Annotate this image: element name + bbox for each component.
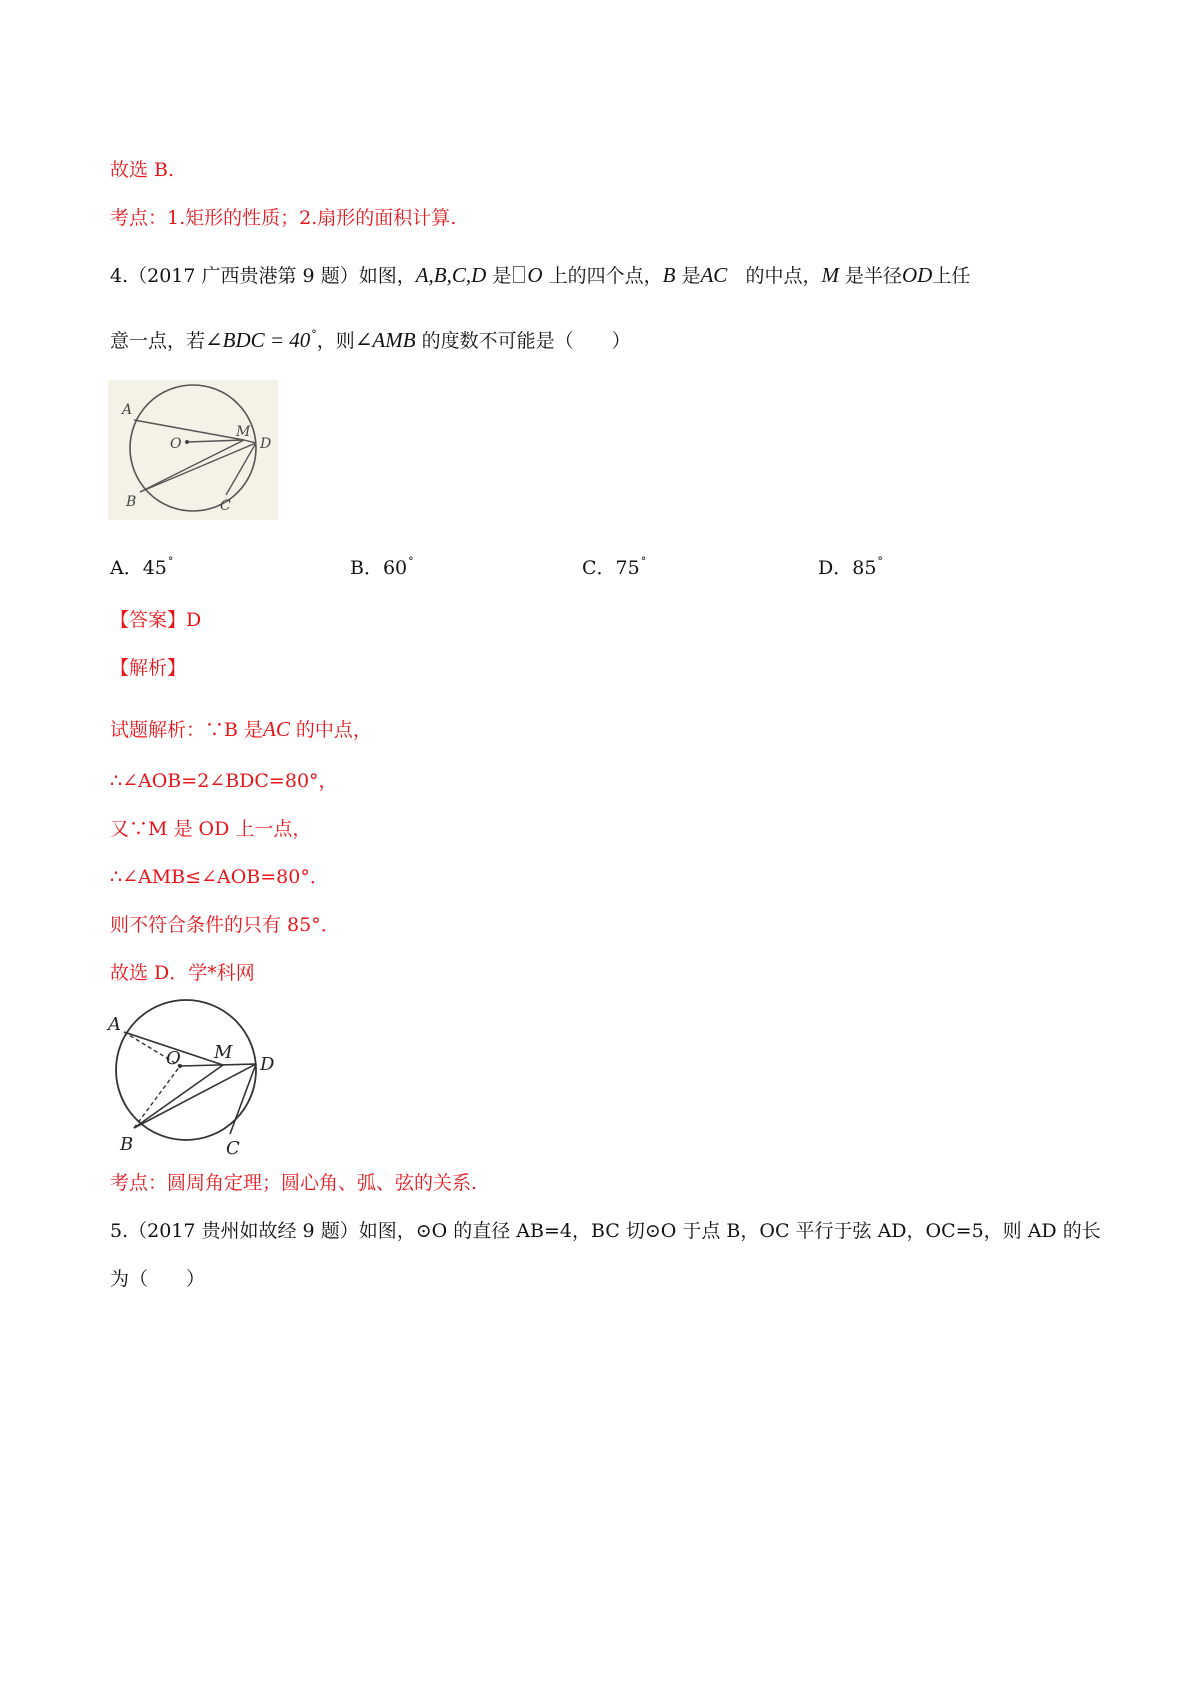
figure-1-label-d: D [260,436,272,452]
option-a: A．45° [110,555,174,579]
solution-line-3: 又∵M 是 OD 上一点， [110,818,312,840]
option-c: C．75° [582,555,647,579]
figure-1-label-c: C [220,498,231,514]
figure-2-label-c: C [226,1138,240,1158]
question-4-line-2: 意一点，若∠BDC = 40°，则∠AMB 的度数不可能是（ ） [110,328,631,352]
solution-line-2: ∴∠AOB=2∠BDC=80°， [110,770,338,792]
answer-line: 【答案】D [110,609,202,631]
solution-line-5: 则不符合条件的只有 85°． [110,914,340,936]
solution-line-6: 故选 D．学*科网 [110,962,255,984]
figure-2-segment-od [180,1064,256,1066]
question-5-line-2: 为（ ） [110,1268,206,1290]
figure-1-label-a: A [122,402,133,418]
figure-2-segment-bm [134,1065,223,1128]
figure-1-label-b: B [126,494,137,510]
figure-2-label-a: A [108,1014,121,1035]
option-b: B．60° [350,555,414,579]
figure-1-center-dot [185,440,189,444]
figure-1-label-m: M [236,424,251,440]
solution-line-1: 试题解析：∵B 是AC 的中点， [110,717,372,741]
solution-line-4: ∴∠AMB≤∠AOB=80°． [110,866,329,888]
figure-2-segment-bo-dashed [134,1066,180,1128]
figure-2-label-o: O [166,1048,181,1069]
figure-1-label-o: O [170,436,182,452]
circle-figure-1 [108,380,278,520]
figure-2-label-m: M [214,1042,233,1063]
kaodian-line-1: 考点：1.矩形的性质；2.扇形的面积计算. [110,207,457,229]
kaodian-line-2: 考点：圆周角定理；圆心角、弧、弦的关系. [110,1172,478,1194]
figure-2-segment-dc [230,1064,256,1134]
figure-2-label-d: D [260,1054,275,1075]
option-d: D．85° [818,555,883,579]
missing-glyph-box [513,266,525,283]
figure-2-label-b: B [120,1134,134,1155]
question-4-line-1: 4.（2017 广西贵港第 9 题）如图，A,B,C,D 是 O 上的四个点，B 是AC 的中点，M 是半径OD上任 [110,263,971,287]
conclusion-line: 故选 B. [110,159,175,181]
question-5-line-1: 5.（2017 贵州如故经 9 题）如图，⊙O 的直径 AB=4，BC 切⊙O 于点 B，OC 平行于弦 AD，OC=5，则 AD 的长 [110,1220,1101,1242]
circle-figure-2 [106,998,286,1158]
analysis-tag: 【解析】 [110,657,187,679]
